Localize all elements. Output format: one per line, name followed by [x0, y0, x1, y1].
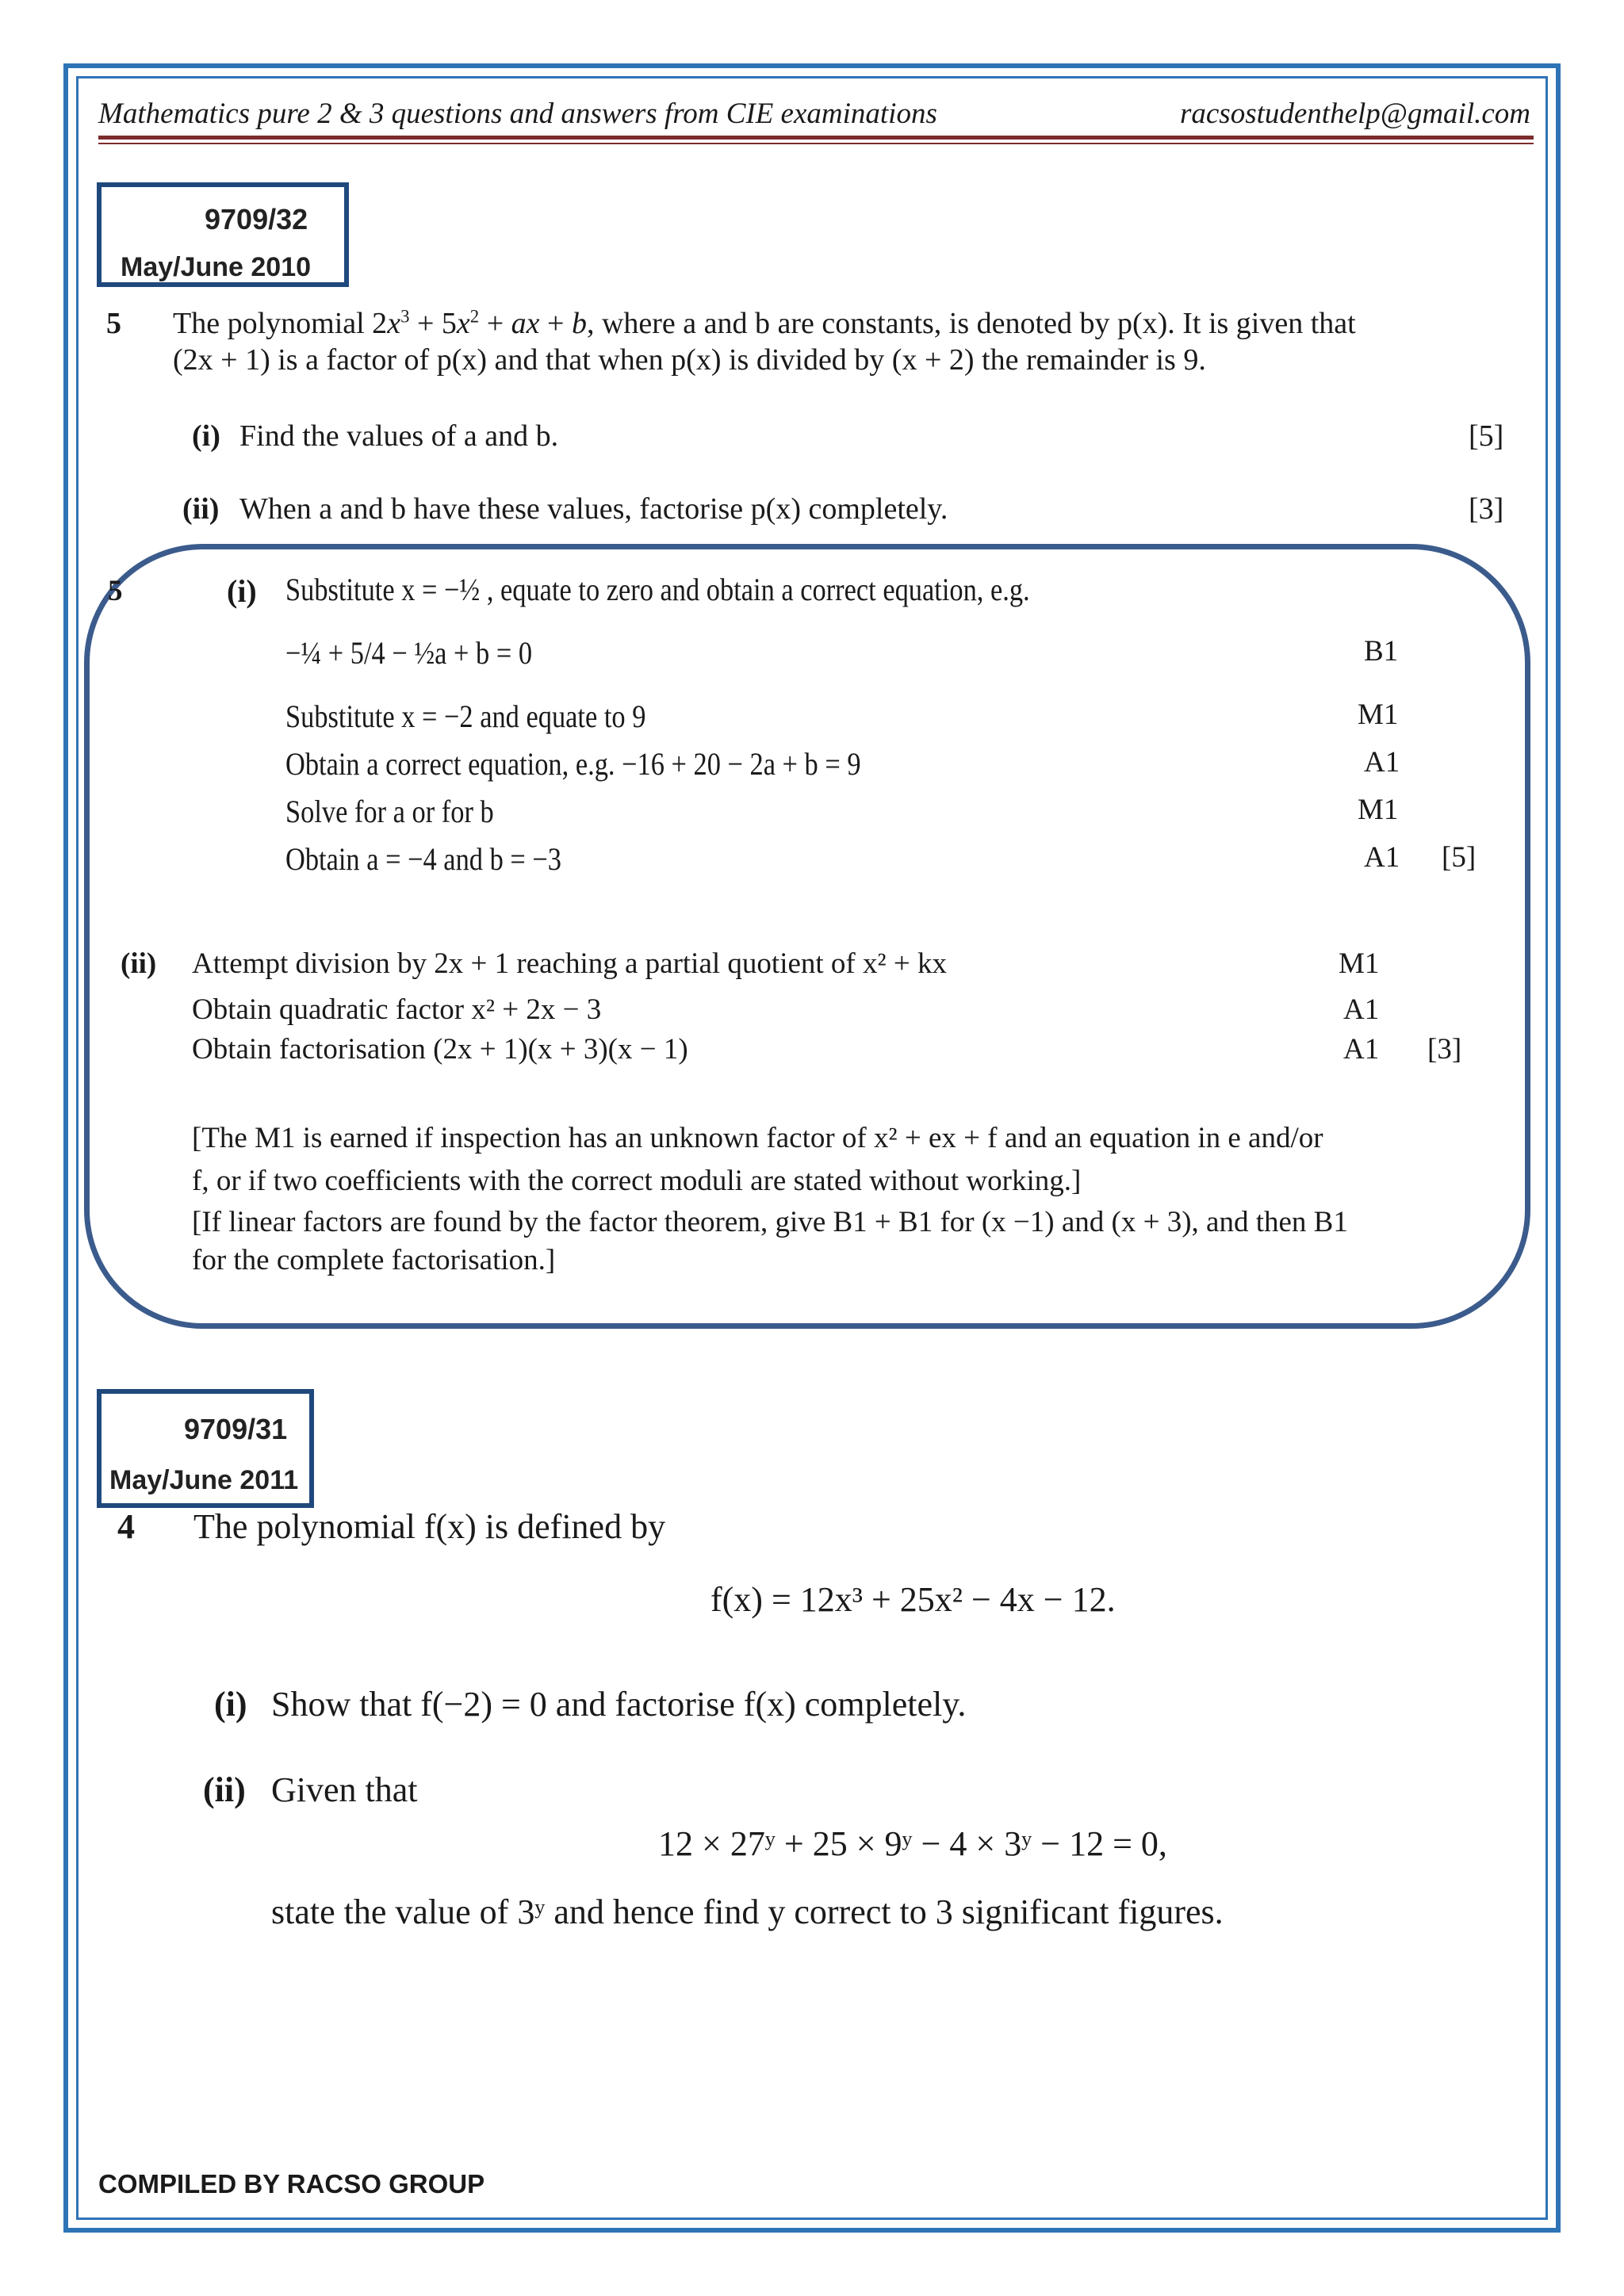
scheme-ii-line-3: Obtain factorisation (2x + 1)(x + 3)(x − 1): [192, 1033, 688, 1066]
part-i-marks: [5]: [1469, 419, 1504, 453]
scheme-ii-line-2: Obtain quadratic factor x² + 2x − 3: [192, 993, 602, 1026]
question-equation: f(x) = 12x³ + 25x² − 4x − 12.: [710, 1580, 1116, 1619]
paper-tag-9709-32: [97, 182, 349, 287]
part-ii-text: When a and b have these values, factorise p(x) completely.: [239, 492, 948, 526]
scheme-line-4: Obtain a correct equation, e.g. −16 + 20 − 2a + b = 9: [285, 746, 861, 782]
paper-session: May/June 2011: [109, 1465, 299, 1495]
scheme-mark-4: A1: [1364, 746, 1400, 779]
scheme-line-2: −¼ + 5/4 − ½a + b = 0: [285, 635, 533, 671]
paper-tag-9709-31: [97, 1389, 314, 1508]
header-title: Mathematics pure 2 & 3 questions and answers from CIE examinations: [98, 98, 937, 130]
scheme-ii-line-1: Attempt division by 2x + 1 reaching a partial quotient of x² + kx: [192, 947, 947, 980]
scheme-mark-2: B1: [1364, 635, 1399, 668]
part-i-text: Find the values of a and b.: [239, 419, 559, 453]
scheme-note-1: [The M1 is earned if inspection has an unknown factor of x² + ex + f and an equation in e and/or: [192, 1122, 1323, 1154]
scheme-line-3: Substitute x = −2 and equate to 9: [285, 698, 646, 734]
question-number: 5: [106, 307, 121, 340]
question-line-2: (2x + 1) is a factor of p(x) and that when p(x) is divided by (x + 2) the remainder is 9.: [173, 343, 1206, 377]
question-line-1: The polynomial $2x^3 + 5x^2$ + ax + b, where a and b are constants, is denoted by p(x). It is given that: [173, 306, 1356, 340]
paper-code: 9709/31: [184, 1413, 288, 1445]
scheme-part-ii-label: (ii): [121, 947, 157, 980]
part-ii-marks: [3]: [1469, 492, 1504, 526]
scheme-line-6: Obtain a = −4 and b = −3: [285, 841, 561, 877]
paper-session: May/June 2010: [121, 252, 312, 282]
q4-part-ii-text: Given that: [271, 1770, 418, 1809]
header-rule-thin: [98, 143, 1534, 144]
header-email: racsostudenthelp@gmail.com: [1179, 98, 1530, 130]
scheme-note-4: for the complete factorisation.]: [192, 1244, 556, 1276]
q4-part-i-label: (i): [214, 1685, 247, 1724]
q4-part-i-text: Show that f(−2) = 0 and factorise f(x) completely.: [271, 1685, 967, 1724]
scheme-ii-mark-1: M1: [1339, 947, 1380, 980]
scheme-line-5: Solve for a or for b: [285, 794, 494, 829]
scheme-part-i-label: (i): [227, 573, 257, 609]
footer-credit: COMPILED BY RACSO GROUP: [98, 2169, 485, 2198]
scheme-ii-mark-3: A1: [1343, 1033, 1380, 1066]
scheme-total-i: [5]: [1442, 841, 1477, 874]
q4-equation-2: 12 × 27ʸ + 25 × 9ʸ − 4 × 3ʸ − 12 = 0,: [658, 1824, 1167, 1863]
scheme-number: 5: [108, 575, 123, 607]
question-number: 4: [117, 1507, 135, 1546]
part-i-label: (i): [192, 419, 220, 453]
q4-part-ii-label: (ii): [203, 1770, 246, 1809]
scheme-mark-6: A1: [1364, 841, 1400, 874]
scheme-note-2: f, or if two coefficients with the correct moduli are stated without working.]: [192, 1165, 1082, 1197]
header-rule: [98, 136, 1534, 140]
scheme-note-3: [If linear factors are found by the factor theorem, give B1 + B1 for (x −1) and (x + 3), and then B1: [192, 1206, 1348, 1238]
scheme-total-ii: [3]: [1427, 1033, 1462, 1066]
part-ii-label: (ii): [182, 492, 220, 526]
scheme-mark-3: M1: [1358, 698, 1399, 731]
scheme-line-1: Substitute x = −½ , equate to zero and obtain a correct equation, e.g.: [285, 572, 1030, 607]
scheme-ii-mark-2: A1: [1343, 993, 1380, 1026]
question-intro: The polynomial f(x) is defined by: [193, 1507, 666, 1546]
paper-code: 9709/32: [205, 203, 308, 235]
q4-part-ii-end: state the value of 3ʸ and hence find y correct to 3 significant figures.: [271, 1892, 1224, 1931]
scheme-mark-5: M1: [1358, 794, 1399, 826]
